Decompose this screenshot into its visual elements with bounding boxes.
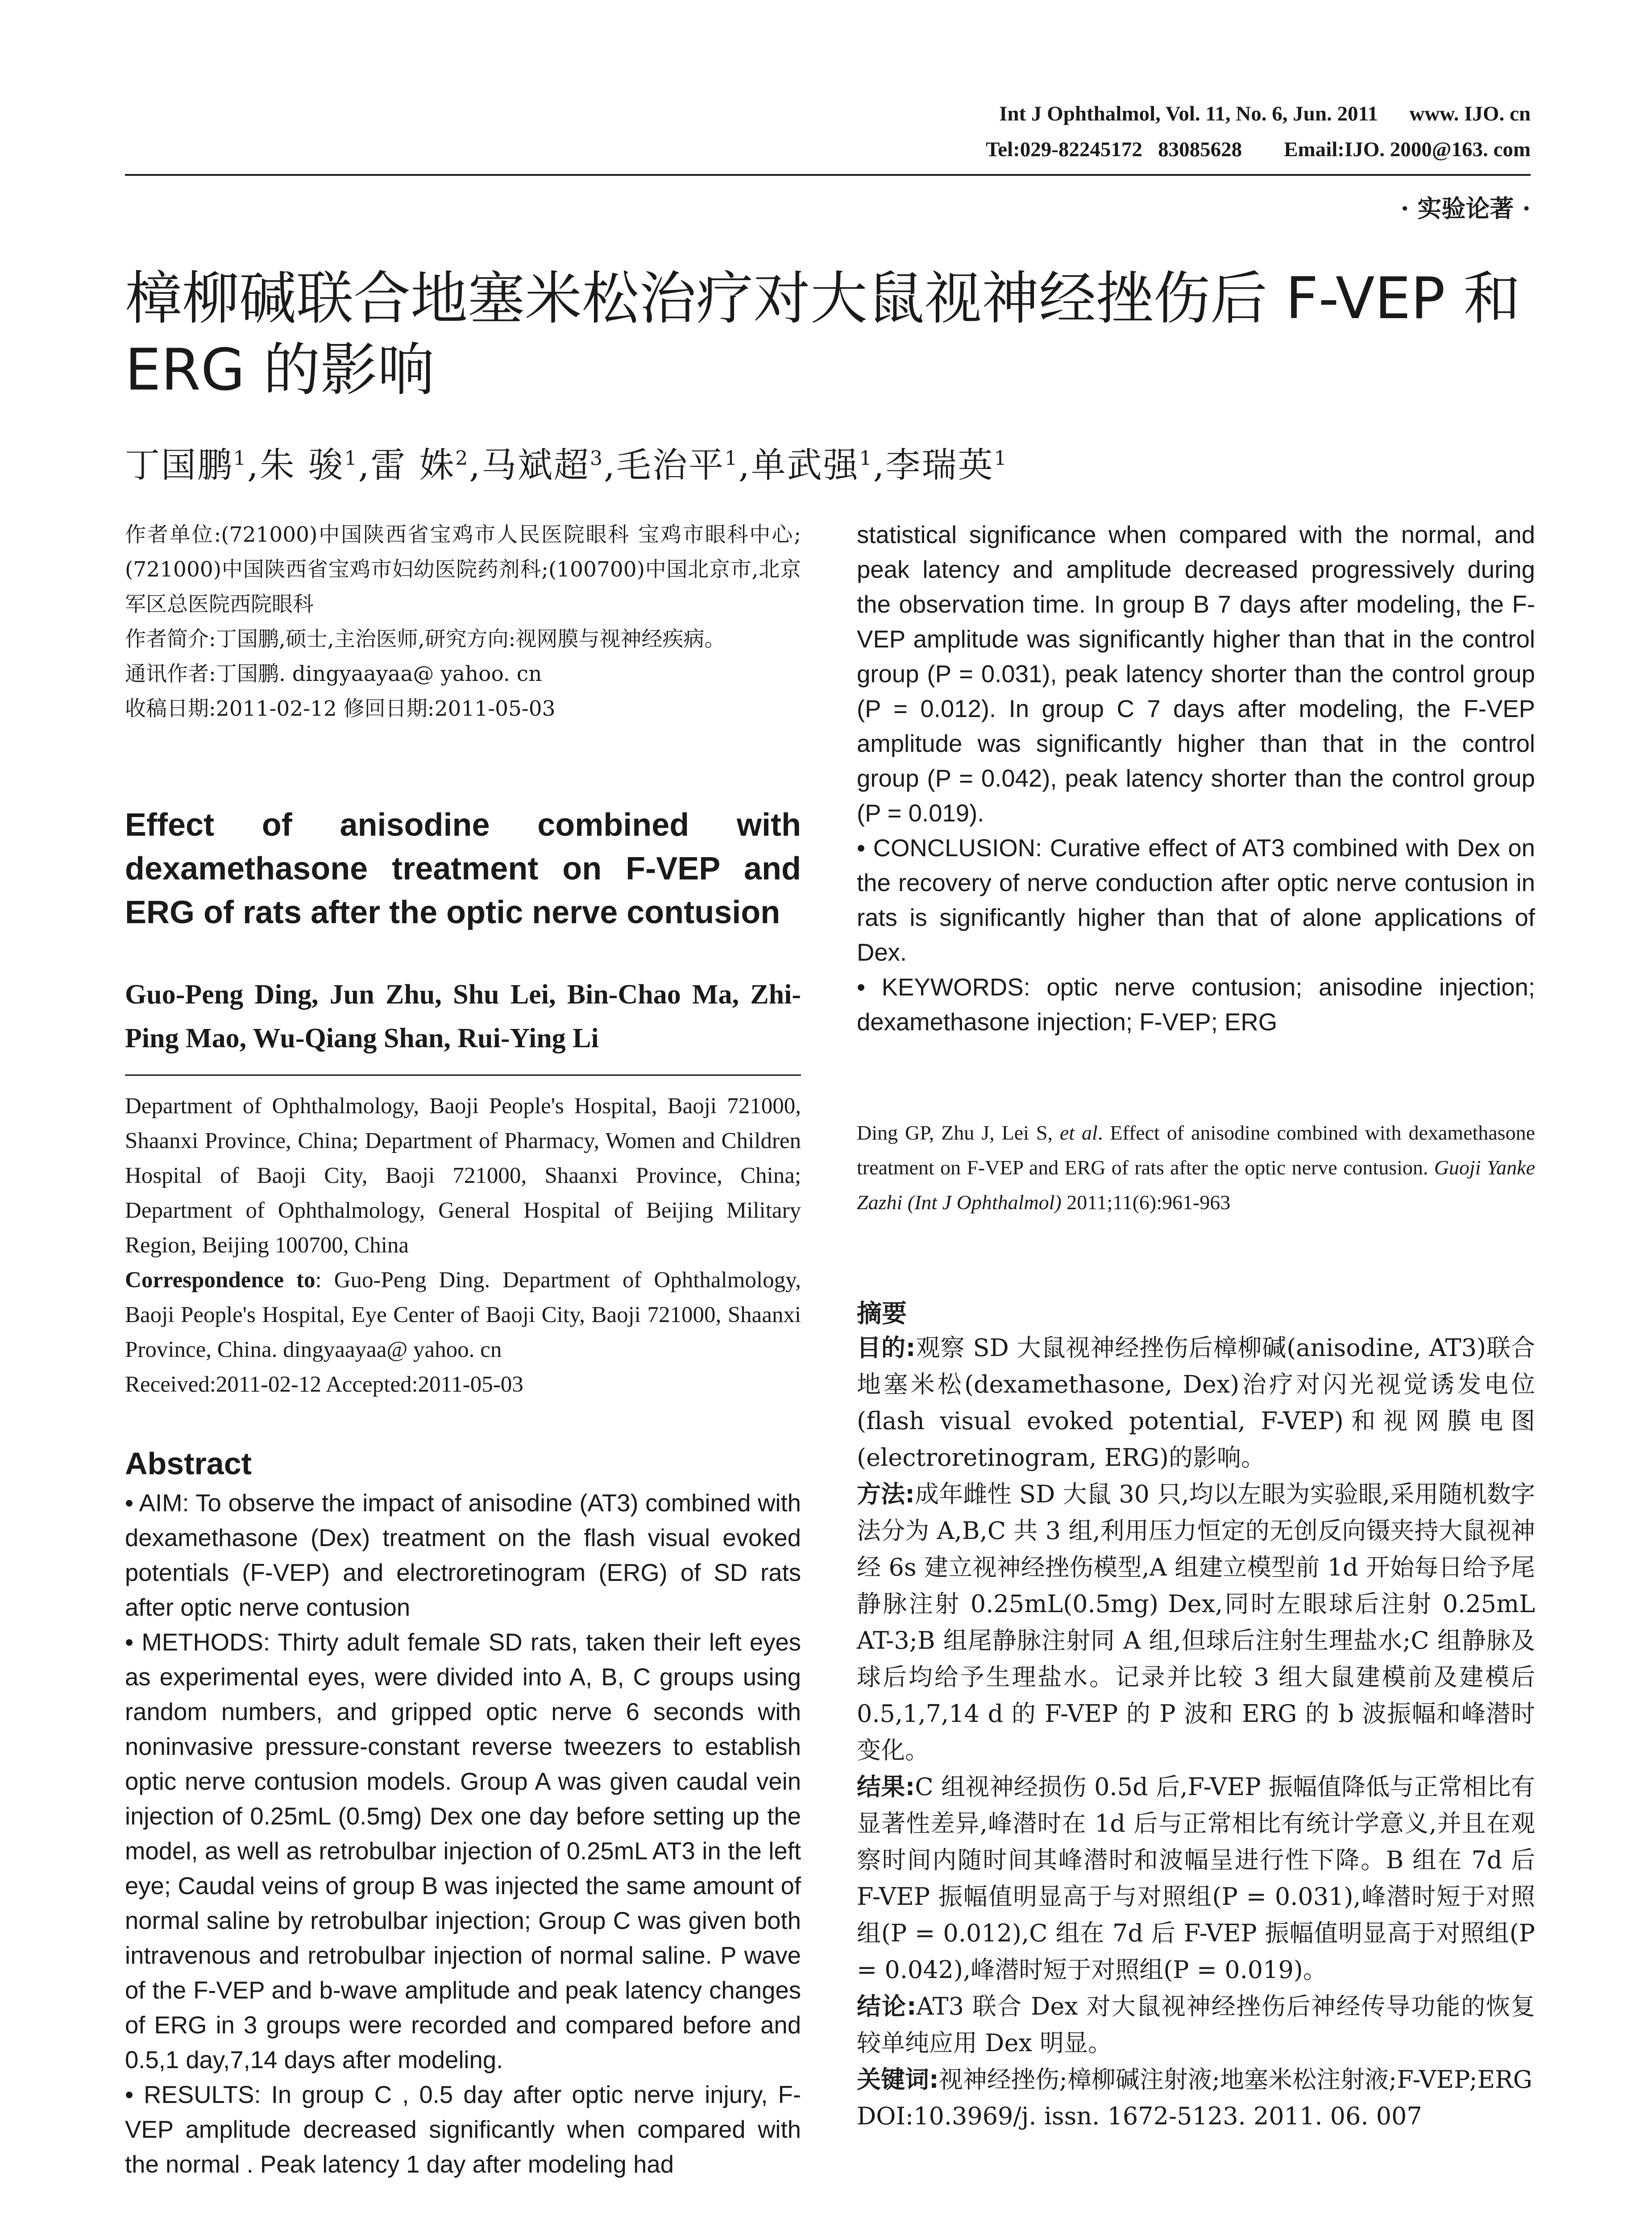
author-name: 马斌超 (481, 445, 590, 485)
cn-abstract-heading: 摘要 (857, 1299, 907, 1328)
cn-results-label: 结果: (857, 1773, 915, 1801)
english-affiliation-block (125, 1089, 801, 1402)
correspondence-text: : Guo-Peng Ding. Department of Ophthalmology, Baoji People's Hospital, Eye Center of Baoji City, Baoji 721000, Shaanxi Province, China. dingyaayaa@ yahoo. cn (125, 1268, 801, 1362)
cn-keywords (857, 2061, 1535, 2098)
citation (857, 1116, 1535, 1220)
author-affiliation-mark: 1 (859, 447, 873, 470)
received-dates-cn: 收稿日期:2011-02-12 修回日期:2011-05-03 (125, 697, 556, 721)
author-name: 单武强 (751, 445, 859, 485)
cn-conclusion (857, 1988, 1535, 2061)
abstract-right (857, 518, 1535, 1040)
author-affiliation-mark: 1 (994, 447, 1008, 470)
cn-doi: DOI:10.3969/j. issn. 1672-5123. 2011. 06. 007 (857, 2102, 1422, 2130)
received-accepted: Received:2011-02-12 Accepted:2011-05-03 (125, 1372, 523, 1397)
citation-et-al: et al (1059, 1121, 1098, 1144)
english-title: Effect of anisodine combined with dexamethasone treatment on F-VEP and ERG of rats after the optic nerve contusion (125, 807, 801, 930)
abstract-left (125, 1486, 801, 2182)
citation-volume: 2011;11(6):961-963 (1067, 1191, 1231, 1214)
author-intro: 作者简介:丁国鹏,硕士,主治医师,研究方向:视网膜与视神经疾病。 (125, 627, 726, 651)
cn-results-text: C 组视神经损伤 0.5d 后,F-VEP 振幅值降低与正常相比有显著性差异,峰潜时在 1d 后与正常相比有统计学意义,并且在观察时间内随时间其峰潜时和波幅呈进行性下降。B 组在 7d 后 F-VEP 振幅值明显高于与对照组(P = 0.031),峰潜时短于对照组(P = 0.012),C 组在 7d 后 F-VEP 振幅值明显高于对照组(P = 0.042),峰潜时短于对照组(P = 0.019)。 (857, 1773, 1535, 1984)
author-name: 朱 骏 (259, 445, 345, 485)
author-name: 雷 姝 (370, 445, 456, 485)
section-label: · 实验论著 · (1400, 194, 1531, 223)
authors-rule (125, 1074, 801, 1076)
abstract-methods: • METHODS: Thirty adult female SD rats, taken their left eyes as experimental eyes, were divided into A, B, C groups using random numbers, and gripped optic nerve 6 seconds with noninvasive pressure-constant reverse tweezers to establish optic nerve contusion models. Group A was given caudal vein injection of 0.25mL (0.5mg) Dex one day before setting up the model, as well as retrobulbar injection of 0.25mL AT3 in the left eye; Caudal veins of group B was injected the same amount of normal saline by retrobulbar injection; Group C was given both intravenous and retrobulbar injection of normal saline. P wave of the F-VEP and b-wave amplitude and peak latency changes of ERG in 3 groups were recorded and compared before and 0.5,1 day,7,14 days after modeling. (125, 1629, 801, 2073)
header-rule (125, 174, 1531, 176)
cn-abstract (857, 1330, 1535, 2135)
abstract-results-part1: • RESULTS: In group C , 0.5 day after optic nerve injury, F-VEP amplitude decreased significantly when compared with the normal . Peak latency 1 day after modeling had (125, 2081, 801, 2178)
abstract-keywords: • KEYWORDS: optic nerve contusion; anisodine injection; dexamethasone injection; F-VEP; ERG (857, 974, 1535, 1036)
correspondence (125, 1263, 801, 1367)
cn-aim-text: 观察 SD 大鼠视神经挫伤后樟柳碱(anisodine, AT3)联合地塞米松(dexamethasone, Dex)治疗对闪光视觉诱发电位(flash visual evoked potential, F-VEP)和视网膜电图(electroretinogram, ERG)的影响。 (857, 1334, 1535, 1472)
correspondence-label: Correspondence to (125, 1268, 315, 1293)
abstract-conclusion: • CONCLUSION: Curative effect of AT3 combined with Dex on the recovery of nerve conduction after optic nerve contusion in rats is significantly higher than that of alone applications of Dex. (857, 834, 1535, 966)
author-list: 丁国鹏$^1$,朱 骏$^1$,雷 姝$^2$,马斌超$^3$,毛治平$^1$,单武强$^1$,李瑞英$^1$ (125, 445, 1008, 485)
cn-results (857, 1769, 1535, 1988)
english-authors: Guo-Peng Ding, Jun Zhu, Shu Lei, Bin-Chao Ma, Zhi-Ping Mao, Wu-Qiang Shan, Rui-Ying Li (125, 979, 801, 1053)
abstract-aim: • AIM: To observe the impact of anisodine (AT3) combined with dexamethasone (Dex) treatment on the flash visual evoked potentials (F-VEP) and electroretinogram (ERG) of SD rats after optic nerve contusion (125, 1489, 801, 1621)
cn-conclusion-text: AT3 联合 Dex 对大鼠视神经挫伤后神经传导功能的恢复较单纯应用 Dex 明显。 (857, 1992, 1535, 2057)
journal-line: Int J Ophthalmol, Vol. 11, No. 6, Jun. 2011 www. IJO. cn (999, 102, 1531, 125)
author-affiliation-mark: 1 (344, 447, 358, 470)
cn-methods-text: 成年雌性 SD 大鼠 30 只,均以左眼为实验眼,采用随机数字法分为 A,B,C 共 3 组,利用压力恒定的无创反向镊夹持大鼠视神经 6s 建立视神经挫伤模型,A 组建立模型前 1d 开始每日给予尾静脉注射 0.25mL(0.5mg) Dex,同时左眼球后注射 0.25mL AT-3;B 组尾静脉注射同 A 组,但球后注射生理盐水;C 组静脉及球后均给予生理盐水。记录并比较 3 组大鼠建模前及建模后 0.5,1,7,14 d 的 F-VEP 的 P 波和 ERG 的 b 波振幅和峰潜时变化。 (857, 1480, 1535, 1764)
corresponding-author: 通讯作者:丁国鹏. dingyaayaa@ yahoo. cn (125, 662, 542, 686)
author-affiliation-mark: 1 (233, 447, 248, 470)
cn-keywords-text: 视神经挫伤;樟柳碱注射液;地塞米松注射液;F-VEP;ERG (938, 2065, 1532, 2094)
author-affiliation-mark: 3 (590, 447, 604, 470)
cn-keywords-label: 关键词: (857, 2065, 939, 2094)
citation-title: . Effect of anisodine combined with dexamethasone treatment on F-VEP and ERG of rats after the optic nerve contusion. (857, 1121, 1535, 1179)
citation-journal: Guoji Yanke Zazhi (Int J Ophthalmol) (857, 1156, 1535, 1214)
cn-methods (857, 1476, 1535, 1769)
article-title: 樟柳碱联合地塞米松治疗对大鼠视神经挫伤后 F-VEP 和 ERG 的影响 (125, 265, 1521, 403)
abstract-results-part2: statistical significance when compared with the normal, and peak latency and amplitude decreased progressively during the observation time. In group B 7 days after modeling, the F-VEP amplitude was significantly higher than that in the control group (P = 0.031), peak latency shorter than the control group (P = 0.012). In group C 7 days after modeling, the F-VEP amplitude was significantly higher than that in the control group (P = 0.042), peak latency shorter than the control group (P = 0.019). (857, 521, 1535, 827)
author-affiliation-mark: 2 (455, 447, 469, 470)
contact-line: Tel:029-82245172 83085628 Email:IJO. 2000@163. com (986, 138, 1531, 161)
english-affiliation: Department of Ophthalmology, Baoji People's Hospital, Baoji 721000, Shaanxi Province, China; Department of Pharmacy, Women and Children Hospital of Baoji City, Baoji 721000, Shaanxi Province, China; Department of Ophthalmology, General Hospital of Beijing Military Region, Beijing 100700, China (125, 1094, 801, 1258)
abstract-heading: Abstract (125, 1446, 252, 1481)
author-name: 李瑞英 (885, 445, 994, 485)
cn-conclusion-label: 结论: (857, 1992, 917, 2020)
cn-aim (857, 1330, 1535, 1476)
cn-methods-label: 方法: (857, 1480, 915, 1508)
running-header (125, 96, 1531, 167)
citation-authors: Ding GP, Zhu J, Lei S, (857, 1121, 1053, 1144)
author-name: 毛治平 (616, 445, 725, 485)
cn-aim-label: 目的: (857, 1334, 916, 1362)
author-name: 丁国鹏 (125, 445, 234, 485)
affiliations-cn (125, 518, 801, 726)
affiliation-unit: 作者单位:(721000)中国陕西省宝鸡市人民医院眼科 宝鸡市眼科中心;(721000)中国陕西省宝鸡市妇幼医院药剂科;(100700)中国北京市,北京军区总医院西院眼科 (125, 523, 801, 617)
author-affiliation-mark: 1 (724, 447, 739, 470)
